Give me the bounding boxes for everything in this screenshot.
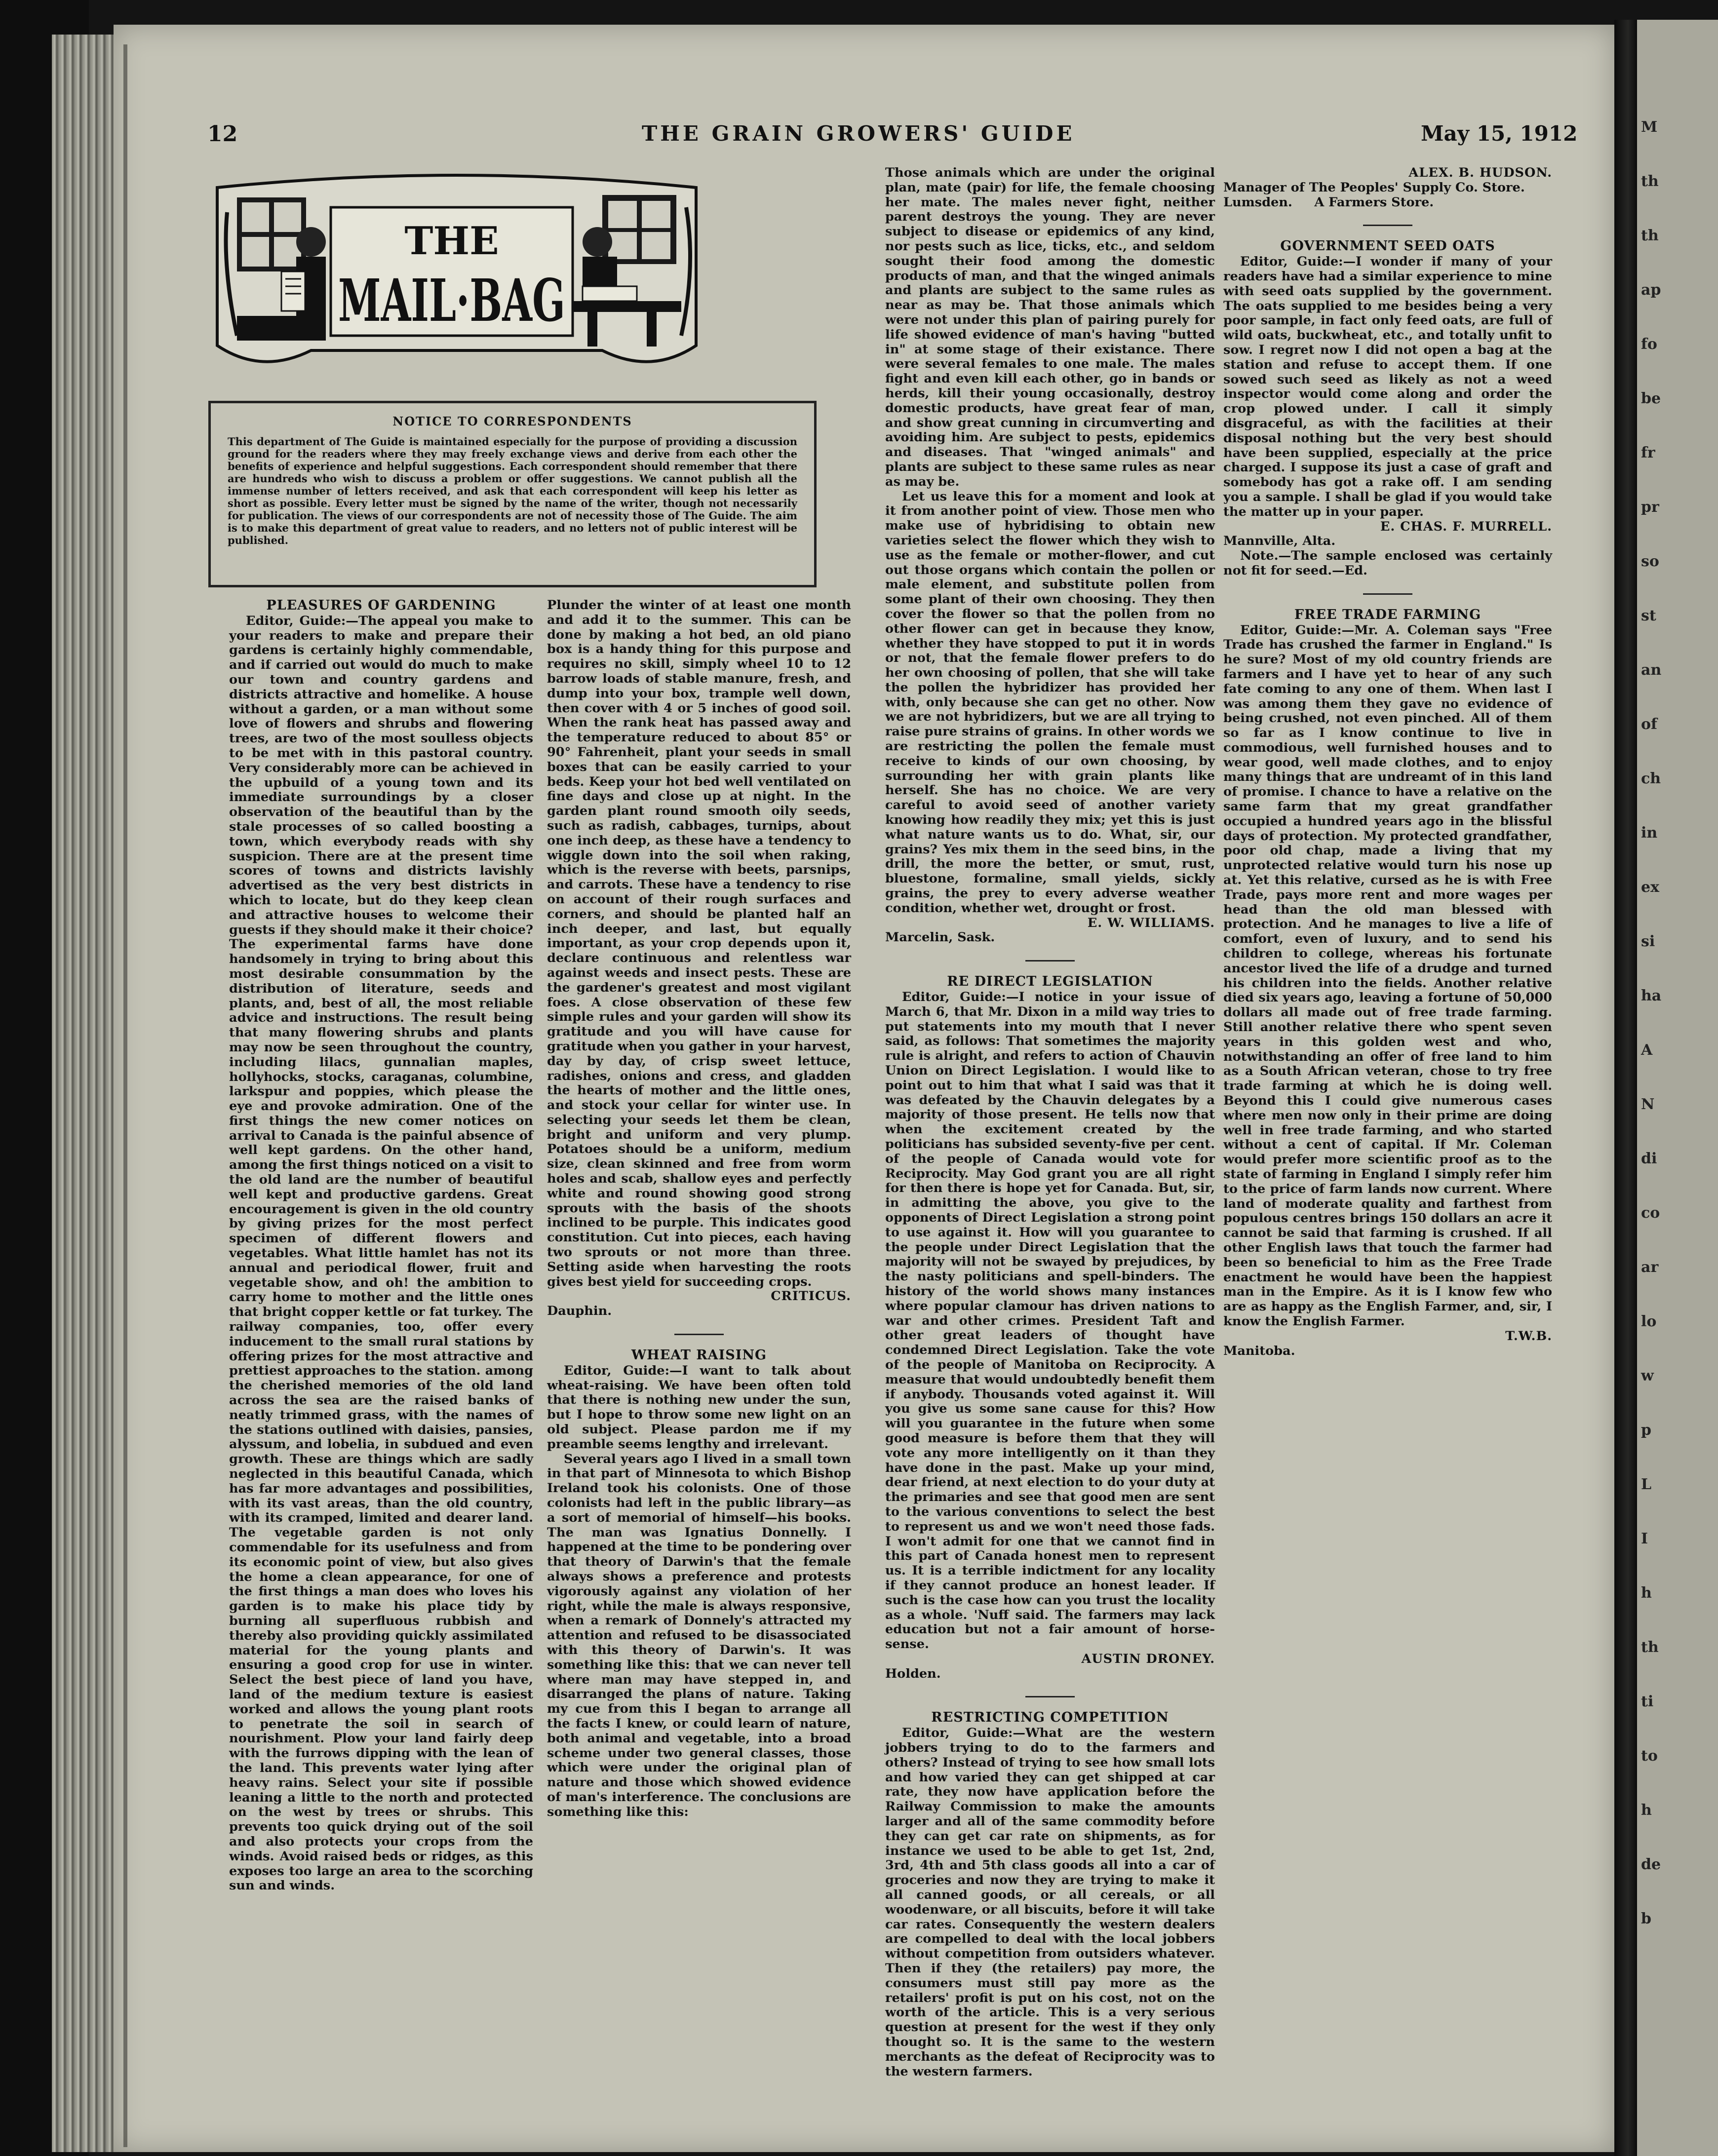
next-page-fragment: h <box>1641 1802 1652 1819</box>
next-page-fragment: A <box>1641 1041 1653 1059</box>
next-page-fragment: de <box>1641 1856 1661 1873</box>
next-page-fragment: p <box>1641 1422 1651 1439</box>
next-page-fragment: of <box>1641 716 1657 733</box>
letter-paragraph: Those animals which are under the original plan, mate (pair) for life, the female choosing her mate. The males never fight, neither parent destroys the young. They are never subject to disease or epidemics of any kind, nor pests such as lice, ticks, etc., and seldom sought their food among the domestic products of man, and that the winged animals and plants are subject to the same rules as near as may be. That those animals which were not under this plan of pairing purely for life showed evidence of man's having "butted in" at some stage of their existance. There were several females to one male. The males fight and even kill each other, go in bands or herds, kill their young occasionally, destroy domestic products, have great fear of man, and show great cunning in circumverting and avoiding him. Are subject to pests, epidemics and diseases. That "winged animals" and plants are subject to these same rules as near as may be. <box>885 165 1215 489</box>
page-number: 12 <box>207 121 238 147</box>
next-page-fragment: si <box>1641 933 1655 950</box>
masthead-the: THE <box>404 219 499 264</box>
letter-title: PLEASURES OF GARDENING <box>266 598 496 613</box>
letter-title: RESTRICTING COMPETITION <box>931 1710 1169 1726</box>
book-page-edges <box>52 35 116 2152</box>
letter-title: GOVERNMENT SEED OATS <box>1280 238 1495 254</box>
column-4 <box>1223 166 1552 1358</box>
letter-signature: T.W.B. <box>1505 1328 1552 1344</box>
letter-paragraph: Editor, Guide:—I notice in your issue of March 6, that Mr. Dixon in a mild way tries to put statements into my mouth that I never said, as follows: That sometimes the majority rule is alright, and refers to action of Chauvin Union on Direct Legislation. I would like to point out to him that what I said was that it was defeated by the Chauvin delegates by a majority of those present. He tells now that when the excitement created by the politicians has subsided seventy-five per cent. of the people of Canada would vote for Reciprocity. May God grant you are all right for then there is hope yet for Canada. But, sir, in admitting the above, you give to the opponents of Direct Legislation a strong point to use against it. How will you guarantee to the people under Direct Legislation that the majority will not be swayed by prejudices, by the nasty politicians and spell-binders. The history of the world shows many instances where popular clamour has driven nations to war and other crimes. President Taft and other great leaders of thought have condemned Direct Legislation. Take the vote of the people of Manitoba on Reciprocity. A measure that would undoubtedly benefit them if anybody. Thousands voted against it. Will you give us some sane cause for this? How will you guarantee in the future when some good measure is before them that they will vote any more intelligently on it than they have done in the past. Make up your mind, dear friend, at next election to do your duty at the primaries and see that good men are sent to the various conventions to select the best to represent us and we won't need those fads. I won't admit for one that we cannot find in this part of Canada honest men to represent us. It is a terrible indictment for any locality if they cannot produce an honest leader. If such is the case how can you trust the locality as a whole. 'Nuff said. The farmers may lack education but not a fair amount of horse-sense. <box>885 990 1215 1652</box>
section-divider <box>1363 593 1412 595</box>
next-page-fragment: pr <box>1641 499 1659 516</box>
letter-place <box>1223 195 1552 210</box>
issue-date: May 15, 1912 <box>1421 121 1578 146</box>
letter-signature: E. W. WILLIAMS. <box>1087 915 1215 930</box>
next-page-fragment: ti <box>1641 1693 1654 1710</box>
letter-place: Mannville, Alta. <box>1223 534 1336 549</box>
letter-title: FREE TRADE FARMING <box>1294 607 1482 622</box>
book-gutter <box>1614 20 1637 2156</box>
place-note: A Farmers Store. <box>1314 194 1434 210</box>
next-page-fragment: ap <box>1641 281 1661 299</box>
notice-to-correspondents <box>208 401 817 587</box>
publication-title: THE GRAIN GROWERS' GUIDE <box>642 121 1075 146</box>
page-border-line <box>123 44 127 2147</box>
next-page-fragment: ch <box>1641 770 1661 787</box>
next-page-fragment: fr <box>1641 444 1655 462</box>
next-page-fragment: an <box>1641 661 1662 679</box>
next-page-fragment: th <box>1641 173 1659 190</box>
next-page-fragment: M <box>1641 118 1658 136</box>
next-page-fragment: di <box>1641 1150 1657 1167</box>
mail-bag-masthead <box>207 168 706 380</box>
letter-paragraph: Editor, Guide:—I wonder if many of your readers have had a similar experience to mine with seed oats supplied by the government. The oats supplied to me besides being a very poor sample, in fact only feed oats, are full of wild oats, buckwheat, etc., and totally unfit to sow. I regret now I did not open a bag at the station and refuse to accept them. If one sowed such seed as likely as not a weed inspector would come along and order the crop plowed under. I call it simply disgraceful, as with the facilities at their disposal nothing but the very best should have been supplied, especially at the price charged. I suppose its just a case of graft and somebody has got a rake off. I am sending you a sample. I shall be glad if you would take the matter up in your paper. <box>1223 254 1552 519</box>
next-page-fragment: th <box>1641 1639 1659 1656</box>
section-divider <box>674 1334 724 1335</box>
letter-paragraph: Several years ago I lived in a small town in that part of Minnesota to which Bishop Ireland took his colonists. One of those colonists had left in the public library—as a sort of memorial of himself—his books. The man was Ignatius Donnelly. I happened at the time to be pondering over that theory of Darwin's that the female always shows a preference and protests vigorously against any violation of her right, while the male is always responsive, when a remark of Donnely's attracted my attention and refused to be disassociated with this theory of Darwin's. It was something like this: that we can never tell where man may have stepped in, and disarranged the plans of nature. Taking my cue from this I began to arrange all the facts I knew, or could learn of nature, both animal and vegetable, into a broad scheme under two general classes, those which were under the original plan of nature and those which showed evidence of man's interference. The conclusions are something like this: <box>547 1451 851 1819</box>
letter-place: Holden. <box>885 1666 941 1681</box>
letter-paragraph: Let us leave this for a moment and look at it from another point of view. Those men who make use of hybridising to obtain new varieties select the flower which they wish to use as the female or mother-flower, and cut out those organs which contain the pollen or male element, and substitute pollen from some plant of their own choosing. They then cover the flower so that the pollen from no other flower can get in because they know, whether they have stopped to put it in words or not, that the female flower prefers to do her own choosing of pollen, that she will take the pollen the hybridizer has provided her with, only because she can get no other. Now we are not hybridizers, but we are all trying to raise pure strains of grains. In other words we are restricting the pollen the female must receive to kinds of our own choosing, by surrounding her with grain plants like herself. She has no choice. We are very careful to avoid seed of another variety knowing how readily they mix; yet this is just what nature wants us to do. What, sir, our grains? Yes mix them in the seed bins, in the drill, the more the better, or smut, rust, bluestone, formaline, small yields, sickly grains, the prey to every adverse weather condition, whether wet, drought or frost. <box>885 489 1215 916</box>
letter-signature: CRITICUS. <box>771 1289 851 1304</box>
section-divider <box>1025 960 1075 962</box>
column-2 <box>547 598 851 1820</box>
next-page-fragment: in <box>1641 824 1658 842</box>
next-page-fragment: to <box>1641 1747 1658 1765</box>
next-page-fragment: b <box>1641 1910 1651 1927</box>
next-page-fragment: ar <box>1641 1259 1659 1276</box>
letter-signature: ALEX. B. HUDSON. <box>1408 165 1552 180</box>
letter-paragraph: Editor, Guide:—I want to talk about wheat-raising. We have been often told that there is nothing new under the sun, but I hope to throw some new light on an old subject. Please pardon me if my preamble seems lengthy and irrelevant. <box>547 1363 851 1452</box>
letter-paragraph: Editor, Guide:—Mr. A. Coleman says "Free Trade has crushed the farmer in England." Is he sure? Most of my old country friends are farmers and I have yet to hear of any such fate coming to any one of them. When last I was among them they gave no evidence of being crushed, not even pinched. All of them so far as I know continue to live in commodious, well furnished houses and to wear good, well made clothes, and to enjoy many things that are undreamt of in this land of promise. I chance to have a relative on the same farm that my great grandfather occupied a hundred years ago in the blissful days of protection. My protected grandfather, poor old chap, made a living that my unprotected relative would turn his nose up at. Yet this relative, cursed as he is with Free Trade, pays more rent and more wages per head than the old man blessed with protection. And he manages to live a life of comfort, even of luxury, and to send his children to college, whereas his fortunate ancestor lived the life of a drudge and turned his children into the fields. Another relative died six years ago, leaving a fortune of 50,000 dollars all made out of free trade farming. Still another relative there who spent seven years in this golden west and who, notwithstanding an offer of free land to him as a South African veteran, chose to try free trade farming at which he is doing well. Beyond this I could give numerous cases where men now only in their prime are doing well in free trade farming, and who started without a cent of capital. If Mr. Coleman would prefer more scientific proof as to the state of farming in England I simply refer him to the price of farm lands now current. Where land of moderate quality and farthest from populous centres brings 150 dollars an acre it cannot be said that farming is crushed. If all other English laws that touch the farmer had been so beneficial to him as the Free Trade enactment he would have been the happiest man in the Empire. As it is I know few who are as happy as the English Farmer, and, sir, I know the English Farmer. <box>1223 622 1552 1329</box>
section-divider <box>1363 225 1412 226</box>
next-page-fragment: co <box>1641 1204 1660 1222</box>
place-name: Lumsden. <box>1223 194 1292 210</box>
letter-signature: E. CHAS. F. MURRELL. <box>1380 519 1552 534</box>
next-page-fragment: fo <box>1641 336 1657 353</box>
letter-signature-title: Manager of The Peoples' Supply Co. Store. <box>1223 180 1525 195</box>
next-page-fragment: so <box>1641 553 1659 570</box>
next-page-fragment: ex <box>1641 879 1659 896</box>
next-page-fragment: th <box>1641 227 1659 244</box>
letter-title: RE DIRECT LEGISLATION <box>947 974 1153 990</box>
letter-paragraph: Editor, Guide:—The appeal you make to your readers to make and prepare their gardens is certainly highly commendable, and if carried out would do much to make our town and country gardens and districts attractive and homelike. A house without a garden, or a man without some love of flowers and shrubs and flowering trees, are two of the most soulless objects to be met with in this pastoral country. Very considerably more can be achieved in the upbuild of a young town and its immediate surroundings by a closer observation of the beautiful than by the stale processes of so called boosting a town, which everybody reads with shy suspicion. There are at the present time scores of towns and districts lavishly advertised as the very best districts in which to locate, but do they keep clean and attractive houses to welcome their guests if they should make it their choice? The experimental farms have done handsomely in trying to bring about this most desirable consummation by the distribution of literature, seeds and plants, and, best of all, the most reliable advice and instructions. The result being that many flowering shrubs and plants may now be seen throughout the country, including lilacs, gunnalian maples, hollyhocks, stocks, caraganas, columbine, larkspur and poppies, which please the eye and provoke admiration. One of the first things the new comer notices on arrival to Canada is the painful absence of well kept gardens. On the other hand, among the first things noticed on a visit to the old land are the number of beautiful well kept and productive gardens. Great encouragement is given in the old country by giving prizes for the most perfect specimen of different flowers and vegetables. What little hamlet has not its annual and periodical flower, fruit and vegetable show, and oh! the ambition to carry home to mother and the little ones that bright copper kettle or fat turkey. The railway companies, too, offer every inducement to the small rural stations by offering prizes for the most attractive and prettiest approaches to the station. among the cherished memories of the old land across the sea are the raised banks of neatly trimmed grass, with the names of the stations outlined with daisies, pansies, alyssum, and lobelia, in subdued and even growth. These are things which are sadly neglected in this beautiful Canada, which has far more advantages and possibilities, with its vast areas, than the old country, with its cramped, limited and dearer land. The vegetable garden is not only commendable for its usefulness and from its economic point of view, but also gives the home a clean appearance, for one of the first things a man does who loves his garden is to make his place tidy by burning all superfluous rubbish and thereby also providing quickly assimilated material for the young plants and ensuring a good crop for use in winter. Select the best piece of land you have, land of the medium texture is easiest worked and allows the young plant roots to penetrate the soil in search of nourishment. Plow your land fairly deep with the furrows dipping with the lean of the land. This prevents water lying after heavy rains. Select your site if possible leaning a little to the north and protected on the west by trees or shrubs. This prevents too quick drying out of the soil and also protects your crops from the winds. Avoid raised beds or ridges, as this exposes too large an area to the scorching sun and winds. <box>229 613 533 1893</box>
next-page-fragment: lo <box>1641 1313 1657 1330</box>
next-page-fragment: I <box>1641 1530 1648 1547</box>
letter-paragraph: Editor, Guide:—What are the western jobbers trying to do to the farmers and others? Instead of trying to see how small lots and how varied they can get shipped at car rate, they now have application before the Railway Commission to make the amounts larger and all of the same commodity before they can get car rate on shipments, as for instance we used to be able to get 1st, 2nd, 3rd, 4th and 5th class goods all into a car of groceries and now they are trying to make it all canned goods, or all cereals, or all woodenware, or all biscuits, before it will take car rates. Consequently the western dealers are compelled to deal with the local jobbers without competition from outsiders whatever. Then if they (the retailers) pay more, the consumers must still pay more as the retailers' profit is put on his cost, not on the worth of the article. This is a very serious question at present for the west if they only thought so. It is the same to the western merchants as the defeat of Reciprocity was to the western farmers. <box>885 1726 1215 2079</box>
next-page-fragment: N <box>1641 1096 1655 1113</box>
next-page-edge <box>1637 20 1718 2156</box>
masthead-mail-bag: MAIL·BAG <box>338 266 565 335</box>
next-page-fragment: be <box>1641 390 1661 407</box>
next-page-fragment: h <box>1641 1584 1652 1602</box>
notice-heading: NOTICE TO CORRESPONDENTS <box>392 414 632 428</box>
letter-place: Manitoba. <box>1223 1343 1295 1358</box>
letter-place: Marcelin, Sask. <box>885 930 995 945</box>
editor-note: Note.—The sample enclosed was certainly not fit for seed.—Ed. <box>1223 548 1552 578</box>
section-divider <box>1025 1696 1075 1697</box>
letter-title: WHEAT RAISING <box>631 1348 767 1363</box>
next-page-fragment: w <box>1641 1367 1654 1385</box>
next-page-fragment: ha <box>1641 987 1662 1004</box>
column-1 <box>229 598 533 1893</box>
letter-signature: AUSTIN DRONEY. <box>1081 1651 1215 1666</box>
next-page-fragment: L <box>1641 1476 1652 1493</box>
letter-paragraph: Plunder the winter of at least one month and add it to the summer. This can be done by making a hot bed, an old piano box is a handy thing for this purpose and requires no skill, simply wheel 10 to 12 barrow loads of stable manure, fresh, and dump into your box, trample well down, then cover with 4 or 5 inches of good soil. When the rank heat has passed away and the temperature reduced to about 85° or 90° Fahrenheit, plant your seeds in small boxes that can be easily carried to your beds. Keep your hot bed well ventilated on fine days and close up at night. In the garden plant round smooth oily seeds, such as radish, cabbages, turnips, about one inch deep, as these have a tendency to wiggle down into the soil when raking, which is the reverse with beets, parsnips, and carrots. These have a tendency to rise on account of their rough surfaces and corners, and should be planted half an inch deeper, and last, but equally important, as your crop depends upon it, declare continuous and relentless war against weeds and insect pests. These are the gardener's greatest and most vigilant foes. A close observation of these few simple rules and your garden will show its gratitude and you will have cause for gratitude when you gather in your harvest, day by day, of crisp sweet lettuce, radishes, onions and cress, and gladden the hearts of mother and the little ones, and stock your cellar for winter use. In selecting your seeds let them be clean, bright and uniform and very plump. Potatoes should be a uniform, medium size, clean skinned and free from worm holes and scab, shallow eyes and perfectly white and round showing good strong sprouts with the basis of the shoots inclined to be purple. This indicates good constitution. Cut into pieces, each having two sprouts or not more than three. Setting aside when harvesting the roots gives best yield for succeeding crops. <box>547 598 851 1289</box>
letter-place: Dauphin. <box>547 1304 612 1319</box>
next-page-fragment: st <box>1641 607 1656 624</box>
notice-body: This department of The Guide is maintained especially for the purpose of providing a discussion ground for the readers where they may freely exchange views and derive from each other the benefits of experience and helpful suggestions. Each correspondent should remember that there are hundreds who wish to discuss a problem or offer suggestions. We cannot publish all the immense number of letters received, and ask that each correspondent will keep his letter as short as possible. Every letter must be signed by the name of the writer, though not necessarily for publication. The views of our correspondents are not of necessity those of The Guide. The aim is to make this department of great value to readers, and no letters not of public interest will be published. <box>228 435 797 546</box>
column-3 <box>885 166 1215 2079</box>
